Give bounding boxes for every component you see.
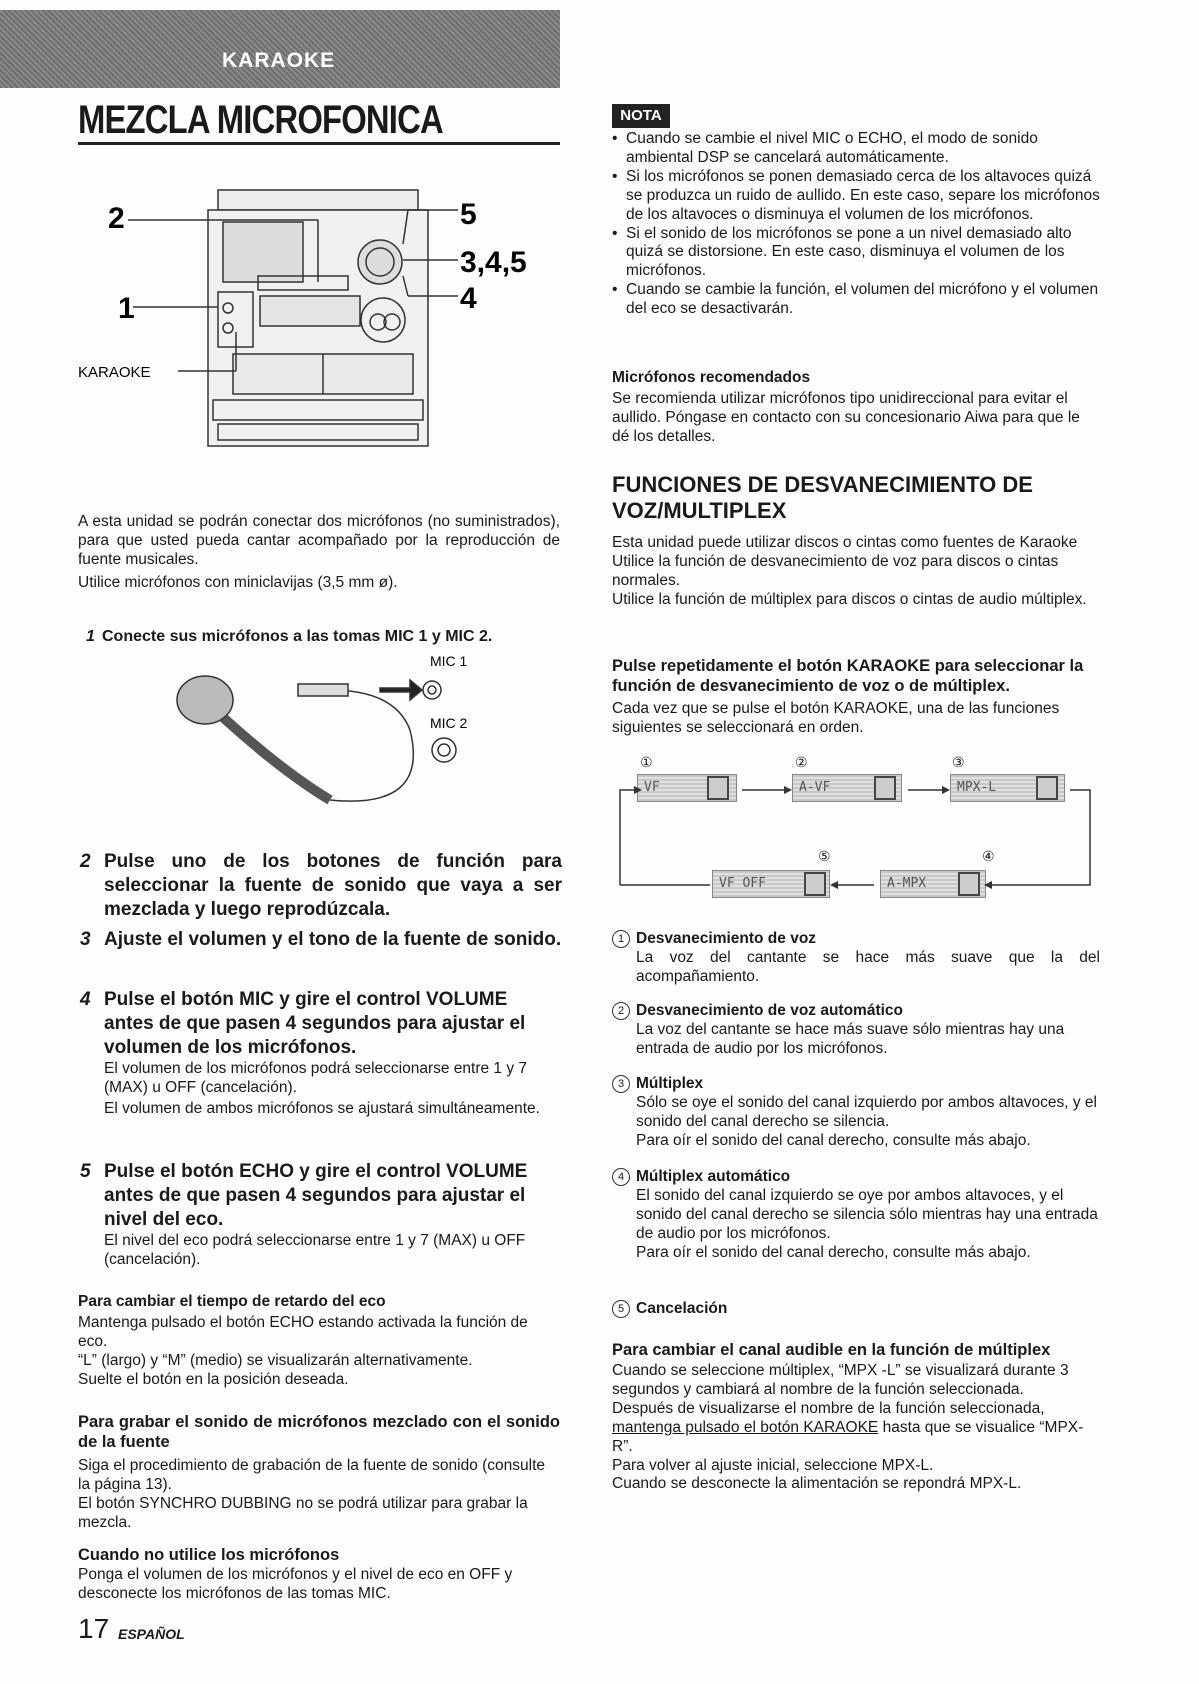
page-language: ESPAÑOL [118, 1626, 185, 1642]
not-using-text: Ponga el volumen de los micrófonos y el nivel de eco en OFF y desconecte los micrófonos de las tomas MIC. [78, 1566, 513, 1602]
cycle-num-2: ② [795, 754, 808, 770]
record-mix-text: Siga el procedimiento de grabación de la fuente de sonido (consulte la página 13). El botón SYNCHRO DUBBING no se podrá utilizar para grabar la mezcla. [78, 1457, 546, 1531]
mode-1: 1 Desvanecimiento de voz La voz del cantante se hace más suave que la del acompañamiento. [612, 930, 1100, 987]
recommended-heading: Micrófonos recomendados [612, 369, 811, 386]
nota-list [612, 130, 1100, 319]
step-3: 3 Ajuste el volumen y el tono de la fuente de sonido. [80, 929, 562, 950]
step-4: 4 Pulse el botón MIC y gire el control VOLUME antes de que pasen 4 segundos para ajustar el volumen de los micrófonos. [80, 989, 526, 1058]
cycle-num-4: ④ [982, 848, 995, 864]
echo-delay-heading: Para cambiar el tiempo de retardo del eco [78, 1293, 386, 1310]
callout-1: 1 [118, 292, 135, 325]
banner-label: KARAOKE [222, 49, 336, 72]
microphone-diagram [170, 650, 490, 820]
mode-4: 4 Múltiplex automático El sonido del canal izquierdo se oye por ambos altavoces, y el sonido del canal derecho se silencia sólo mientras hay una entrada de audio por los micrófonos. Para oír el sonido del canal derecho, consulte más abajo. [612, 1168, 1100, 1263]
intro-paragraph: A esta unidad se podrán conectar dos micrófonos (no suministrados), para que usted pueda cantar acompañado por la reproducción de fuente musicales. [78, 513, 560, 568]
nota-item: • Si el sonido de los micrófonos se pone a un nivel demasiado alto quizá se distorsione. En este caso, disminuya el volumen de los micrófonos. [612, 225, 1100, 282]
nota-badge: NOTA [612, 104, 670, 128]
callout-345: 3,4,5 [460, 246, 527, 279]
step-2: 2 Pulse uno de los botones de función para seleccionar la fuente de sonido que vaya a ser mezclada y luego reprodúzcala. [80, 851, 562, 920]
change-channel-text: Cuando se seleccione múltiplex, “MPX -L” se visualizará durante 3 segundos y cambiará al nombre de la función seleccionada. Después de visualizarse el nombre de la función seleccionada, mantenga pulsado el botón KARAOKE hasta que se visualice “MPX-R”. Para volver al ajuste inicial, seleccione MPX-L. Cuando se desconecte la alimentación se repondrá MPX-L. [612, 1362, 1084, 1493]
intro-paragraph-2: Utilice micrófonos con miniclavijas (3,5 mm ø). [78, 574, 398, 591]
karaoke-label: KARAOKE [78, 364, 151, 381]
fade-section-title: FUNCIONES DE DESVANECIMIENTO DE VOZ/MULTIPLEX [612, 472, 1033, 524]
display-vf: VF [637, 774, 737, 802]
karaoke-cycle-diagram [612, 750, 1100, 900]
not-using-heading: Cuando no utilice los micrófonos [78, 1546, 340, 1564]
nota-item: • Si los micrófonos se ponen demasiado cerca de los altavoces quizá se produzca un ruido de aullido. En este caso, separe los micrófonos de los altavoces o disminuya el volumen de los micrófonos. [612, 168, 1100, 225]
callout-4: 4 [460, 282, 477, 315]
cycle-num-5: ⑤ [818, 848, 831, 864]
nota-item: • Cuando se cambie el nivel MIC o ECHO, el modo de sonido ambiental DSP se cancelará automáticamente. [612, 130, 1100, 168]
mic2-label: MIC 2 [430, 715, 468, 731]
display-vf-off: VF OFF [712, 870, 830, 898]
step-5: 5 Pulse el botón ECHO y gire el control VOLUME antes de que pasen 4 segundos para ajustar el nivel del eco. [80, 1161, 528, 1230]
mic1-label: MIC 1 [430, 653, 468, 669]
fade-cycle-text: Cada vez que se pulse el botón KARAOKE, una de las funciones siguientes se seleccionará en orden. [612, 700, 1060, 736]
callout-5: 5 [460, 198, 477, 231]
mode-2: 2 Desvanecimiento de voz automático La voz del cantante se hace más suave sólo mientras hay una entrada de audio por los micrófonos. [612, 1002, 1100, 1059]
step-4-detail-2: El volumen de ambos micrófonos se ajustará simultáneamente. [104, 1100, 540, 1117]
mode-5: 5 Cancelación [612, 1300, 1100, 1319]
cycle-num-3: ③ [952, 754, 965, 770]
step-1: 1 Conecte sus micrófonos a las tomas MIC 1 y MIC 2. [86, 628, 493, 645]
fade-instruction: Pulse repetidamente el botón KARAOKE para seleccionar la función de desvanecimiento de voz o de múltiplex. [612, 657, 1084, 696]
page-number: 17 [78, 1613, 110, 1644]
title-rule [78, 142, 560, 145]
display-mpx-l: MPX-L [950, 774, 1065, 802]
fade-text: Esta unidad puede utilizar discos o cintas como fuentes de Karaoke Utilice la función de desvanecimiento de voz para discos o cintas normales. Utilice la función de múltiplex para discos o cintas de audio múltiplex. [612, 534, 1087, 608]
display-a-mpx: A-MPX [880, 870, 986, 898]
page-title: MEZCLA MICROFONICA [78, 98, 443, 142]
echo-delay-text: Mantenga pulsado el botón ECHO estando activada la función de eco. “L” (largo) y “M” (medio) se visualizarán alternativamente. Suelte el botón en la posición deseada. [78, 1314, 528, 1388]
step-4-detail: El volumen de los micrófonos podrá seleccionarse entre 1 y 7 (MAX) u OFF (cancelación). [104, 1060, 528, 1096]
recommended-text: Se recomienda utilizar micrófonos tipo unidireccional para evitar el aullido. Póngase en contacto con su concesionario Aiwa para que le dé los detalles. [612, 390, 1080, 445]
display-a-vf: A-VF [792, 774, 902, 802]
change-channel-heading: Para cambiar el canal audible en la función de múltiplex [612, 1341, 1051, 1359]
step-5-detail: El nivel del eco podrá seleccionarse entre 1 y 7 (MAX) u OFF (cancelación). [104, 1232, 526, 1268]
cycle-arrows [612, 750, 1100, 900]
karaoke-banner [0, 10, 560, 88]
stereo-diagram [78, 172, 558, 472]
nota-item: • Cuando se cambie la función, el volumen del micrófono y el volumen del eco se desactivarán. [612, 281, 1100, 319]
cycle-num-1: ① [640, 754, 653, 770]
mode-3: 3 Múltiplex Sólo se oye el sonido del canal izquierdo por ambos altavoces, y el sonido del canal derecho se silencia. Para oír el sonido del canal derecho, consulte más abajo. [612, 1075, 1100, 1151]
callout-2: 2 [108, 202, 125, 235]
record-mix-heading: Para grabar el sonido de micrófonos mezclado con el sonido de la fuente [78, 1413, 560, 1452]
